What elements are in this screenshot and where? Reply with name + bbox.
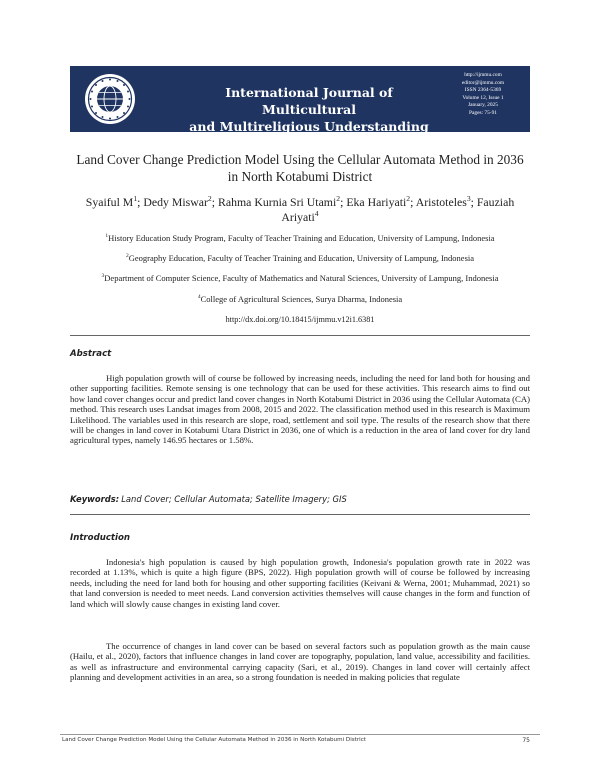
journal-info bbox=[448, 72, 518, 118]
journal-logo-icon bbox=[84, 73, 136, 125]
affiliation-sup: 3 bbox=[101, 273, 105, 280]
author-name: Dedy Miswar bbox=[143, 195, 208, 209]
author-list: Syaiful $M^1$; Dedy Miswar$^2$; Rahma Kurnia Sri Utami$^2$; Eka Hariyati$^2$; Aristoteles$^3$; Fauziah Ariyati$^4$ bbox=[85, 194, 515, 224]
doi-link[interactable]: http://dx.doi.org/10.18415/ijmmu.v12i1.6381 bbox=[225, 315, 375, 324]
journal-banner bbox=[70, 66, 530, 132]
keywords bbox=[70, 494, 530, 504]
author-sup: 3 bbox=[466, 194, 471, 204]
journal-email[interactable]: editor@ijmmu.com bbox=[461, 79, 505, 86]
author-name: Aristoteles bbox=[415, 195, 467, 209]
author-sup: 2 bbox=[207, 194, 212, 204]
affiliation-4 bbox=[60, 294, 540, 305]
affiliation-2 bbox=[60, 253, 540, 264]
author-sup: 2 bbox=[336, 194, 341, 204]
keywords-text: Land Cover; Cellular Automata; Satellite Imagery; GIS bbox=[121, 494, 347, 504]
journal-issn: ISSN 2364-5369 bbox=[464, 87, 502, 94]
affiliation-text: History Education Study Program, Faculty of Teacher Training and Education, University of Lampung, Indonesia bbox=[108, 233, 495, 243]
author-sup: 2 bbox=[406, 194, 411, 204]
journal-title-line2: and Multireligious Understanding bbox=[189, 119, 429, 134]
author-sup: 1 bbox=[133, 194, 138, 204]
affiliation-3 bbox=[60, 273, 540, 284]
page-number: 75 bbox=[522, 737, 530, 744]
footer-divider bbox=[60, 734, 540, 735]
section-divider bbox=[70, 335, 530, 336]
journal-pages: Pages: 75-91 bbox=[469, 109, 497, 116]
affiliation-text: College of Agricultural Sciences, Surya Dharma, Indonesia bbox=[200, 294, 403, 304]
abstract-text: High population growth will of course be followed by increasing needs, including the need for land both for housing and other supporting facilities. Remote sensing is one technology that can be used for these activities. This research aims to find out how land cover changes occur and predict land cover changes in North Kotabumi District in 2036 using the Cellular Automata (CA) method. This research uses Landsat images from 2008, 2015 and 2022. The classification method used in this research is Maximum Likelihood. The variables used in this research are slope, road, settlement and soil type. The results of the research show that there will be changes in land cover in Kotabumi Utara District in 2036, one of which is a reduction in the area of land cover for dry land agricultural types, namely 146.95 hectares or 1.58%. bbox=[70, 373, 530, 446]
author-name: Syaiful M bbox=[85, 195, 134, 209]
journal-title-line1: International Journal of Multicultural bbox=[225, 85, 393, 117]
affiliation-sup: 4 bbox=[197, 294, 201, 301]
intro-paragraph-2: The occurrence of changes in land cover can be based on several factors such as population growth as the main cause (Hailu, et al., 2020), factors that influence changes in land cover are topography, population, land value, accessibility and facilities. as well as infrastructure and environmental carrying capacity (Sari, et al., 2019). Changes in land cover will certainly affect planning and development activities in an area, so a strong foundation is needed in making policies that regulate bbox=[70, 641, 530, 683]
introduction-heading: Introduction bbox=[70, 533, 131, 543]
affiliation-1 bbox=[60, 233, 540, 244]
author-name: Eka Hariyati bbox=[346, 195, 407, 209]
journal-website[interactable]: http://ijmmu.com bbox=[464, 72, 502, 78]
journal-title bbox=[184, 84, 434, 135]
paper-title: Land Cover Change Prediction Model Using the Cellular Automata Method in 2036 in North Kotabumi District bbox=[76, 152, 524, 184]
journal-volume: Volume 12, Issue 1 bbox=[462, 94, 504, 101]
section-divider bbox=[70, 514, 530, 515]
author-name: Fauziah Ariyati bbox=[281, 195, 515, 224]
author-sup: 4 bbox=[314, 209, 319, 219]
abstract-heading: Abstract bbox=[70, 349, 112, 359]
journal-date: January, 2025 bbox=[468, 102, 498, 109]
author-name: Rahma Kurnia Sri Utami bbox=[217, 195, 337, 209]
affiliation-sup: 1 bbox=[105, 233, 109, 240]
affiliation-sup: 2 bbox=[125, 253, 129, 260]
intro-paragraph-1: Indonesia's high population is caused by high population growth, Indonesia's population growth rate in 2022 was recorded at 1.13%, which is quite a high figure (BPS, 2022). High population growth will of course be followed by increasing needs, including the need for land both for housing and other supporting facilities (Keivani & Werna, 2001; Muhammad, 2021) so that land conversion is needed to meet needs. Land conversion activities themselves will cause changes in the form and function of land which will slowly cause changes in existing land cover. bbox=[70, 557, 530, 609]
keywords-label: Keywords: bbox=[70, 494, 120, 504]
affiliation-text: Geography Education, Faculty of Teacher Training and Education, University of Lampung, Indonesia bbox=[128, 253, 475, 263]
running-title: Land Cover Change Prediction Model Using the Cellular Automata Method in 2036 in North Kotabumi District bbox=[62, 737, 366, 743]
affiliation-text: Department of Computer Science, Faculty of Mathematics and Natural Sciences, University of Lampung, Indonesia bbox=[104, 273, 499, 283]
